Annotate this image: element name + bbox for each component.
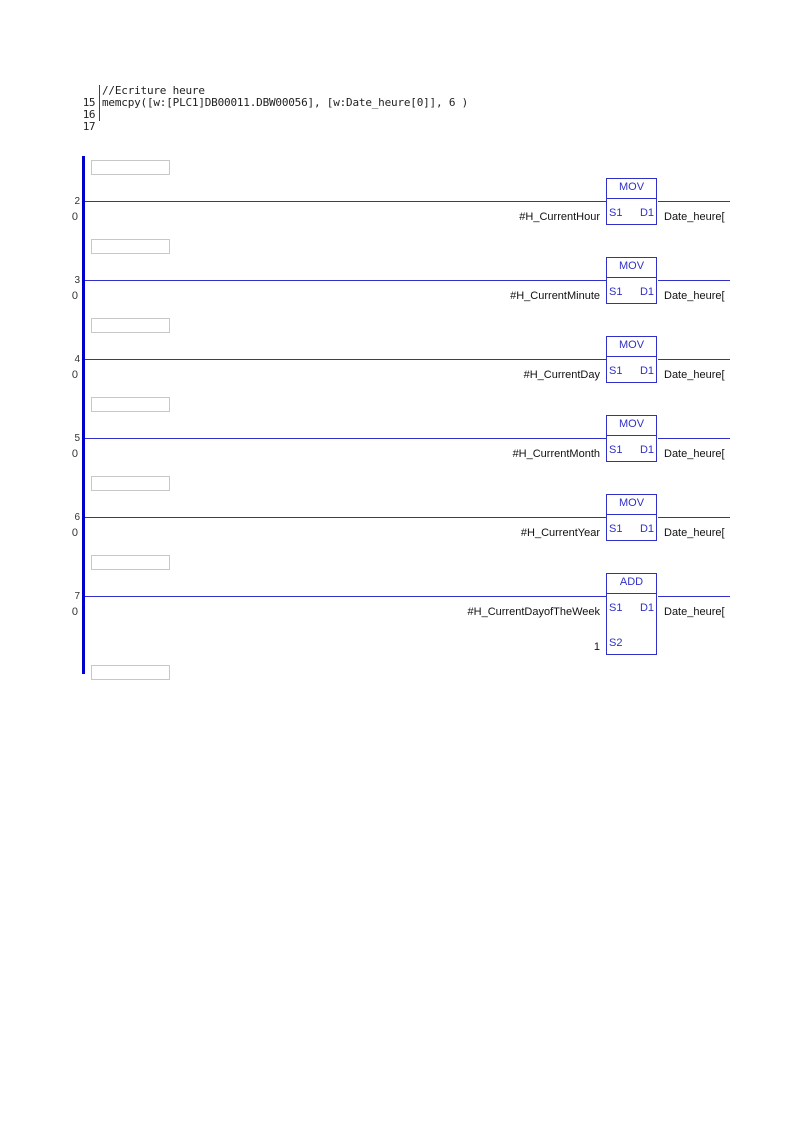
destination-operand[interactable]: Date_heure[	[664, 211, 725, 223]
destination-operand[interactable]: Date_heure[	[664, 448, 725, 460]
rung-output-wire	[658, 359, 730, 360]
code-text[interactable]: //Ecriture heure	[102, 84, 205, 97]
instruction-name: MOV	[618, 181, 645, 193]
d1-pin-label: D1	[639, 602, 654, 614]
rung-comment-box[interactable]	[91, 555, 170, 570]
script-code-listing	[79, 84, 539, 133]
rung-output-wire	[658, 201, 730, 202]
mov-instruction-block[interactable]	[606, 178, 657, 225]
rung-number: 6	[74, 512, 80, 523]
code-line	[79, 96, 539, 121]
source-operand[interactable]: #H_CurrentMonth	[512, 448, 600, 460]
s1-pin-label: S1	[609, 444, 623, 456]
rung-comment-box[interactable]	[91, 318, 170, 333]
rung-output-wire	[658, 517, 730, 518]
rung-step: 0	[71, 290, 78, 302]
line-gutter-divider	[99, 85, 100, 97]
rung-wire	[85, 359, 607, 360]
instruction-divider	[607, 514, 656, 515]
source-operand[interactable]: #H_CurrentMinute	[510, 290, 600, 302]
rung-output-wire	[658, 438, 730, 439]
d1-pin-label: D1	[639, 365, 654, 377]
rung-comment-box[interactable]	[91, 397, 170, 412]
rung-wire	[85, 280, 607, 281]
instruction-divider	[607, 198, 656, 199]
line-number: 15	[82, 96, 95, 109]
rung-number: 5	[74, 433, 80, 444]
rung-output-wire	[658, 280, 730, 281]
line-gutter-divider	[99, 109, 100, 121]
s1-pin-label: S1	[609, 602, 623, 614]
s1-pin-label: S1	[609, 365, 623, 377]
instruction-name: ADD	[619, 576, 644, 588]
destination-operand[interactable]: Date_heure[	[664, 369, 725, 381]
rung-number: 2	[74, 196, 80, 207]
ladder-rung[interactable]	[70, 549, 730, 664]
rung-step: 0	[71, 448, 78, 460]
rung-number: 7	[74, 591, 80, 602]
rung-output-wire	[658, 596, 730, 597]
rung-comment-box[interactable]	[91, 160, 170, 175]
mov-instruction-block[interactable]	[606, 336, 657, 383]
s1-pin-label: S1	[609, 207, 623, 219]
ladder-diagram	[70, 154, 730, 674]
rung-wire	[85, 517, 607, 518]
rung-number: 4	[74, 354, 80, 365]
instruction-divider	[607, 593, 656, 594]
mov-instruction-block[interactable]	[606, 494, 657, 541]
destination-operand[interactable]: Date_heure[	[664, 527, 725, 539]
rung-step: 0	[71, 527, 78, 539]
source-operand[interactable]: #H_CurrentDayofTheWeek	[467, 606, 600, 618]
rung-step: 0	[71, 211, 78, 223]
ladder-rung[interactable]	[70, 233, 730, 312]
ladder-rung[interactable]	[70, 154, 730, 233]
rung-step: 0	[71, 369, 78, 381]
d1-pin-label: D1	[639, 207, 654, 219]
rung-wire	[85, 596, 607, 597]
line-number: 17	[82, 120, 95, 133]
rung-step: 0	[71, 606, 78, 618]
second-source-operand[interactable]: 1	[593, 641, 600, 653]
instruction-name: MOV	[618, 497, 645, 509]
mov-instruction-block[interactable]	[606, 415, 657, 462]
rung-comment-box[interactable]	[91, 476, 170, 491]
ladder-rung[interactable]	[70, 470, 730, 549]
rung-comment-box[interactable]	[91, 239, 170, 254]
destination-operand[interactable]: Date_heure[	[664, 606, 725, 618]
add-instruction-block[interactable]	[606, 573, 657, 655]
rung-number: 3	[74, 275, 80, 286]
ladder-rung[interactable]	[70, 312, 730, 391]
instruction-name: MOV	[618, 418, 645, 430]
destination-operand[interactable]: Date_heure[	[664, 290, 725, 302]
instruction-divider	[607, 435, 656, 436]
d1-pin-label: D1	[639, 523, 654, 535]
instruction-name: MOV	[618, 339, 645, 351]
mov-instruction-block[interactable]	[606, 257, 657, 304]
d1-pin-label: D1	[639, 444, 654, 456]
s1-pin-label: S1	[609, 286, 623, 298]
s2-pin-label: S2	[609, 637, 623, 649]
s1-pin-label: S1	[609, 523, 623, 535]
line-number: 16	[82, 108, 95, 121]
rung-wire	[85, 201, 607, 202]
code-text[interactable]: memcpy([w:[PLC1]DB00011.DBW00056], [w:Date_heure[0]], 6 )	[102, 96, 469, 109]
instruction-name: MOV	[618, 260, 645, 272]
code-line	[79, 109, 539, 133]
source-operand[interactable]: #H_CurrentHour	[519, 211, 600, 223]
instruction-divider	[607, 356, 656, 357]
ladder-rung[interactable]	[70, 391, 730, 470]
source-operand[interactable]: #H_CurrentDay	[523, 369, 600, 381]
rung-comment-box[interactable]	[91, 665, 170, 680]
line-gutter-divider	[99, 97, 100, 109]
rung-wire	[85, 438, 607, 439]
d1-pin-label: D1	[639, 286, 654, 298]
instruction-divider	[607, 277, 656, 278]
source-operand[interactable]: #H_CurrentYear	[520, 527, 600, 539]
